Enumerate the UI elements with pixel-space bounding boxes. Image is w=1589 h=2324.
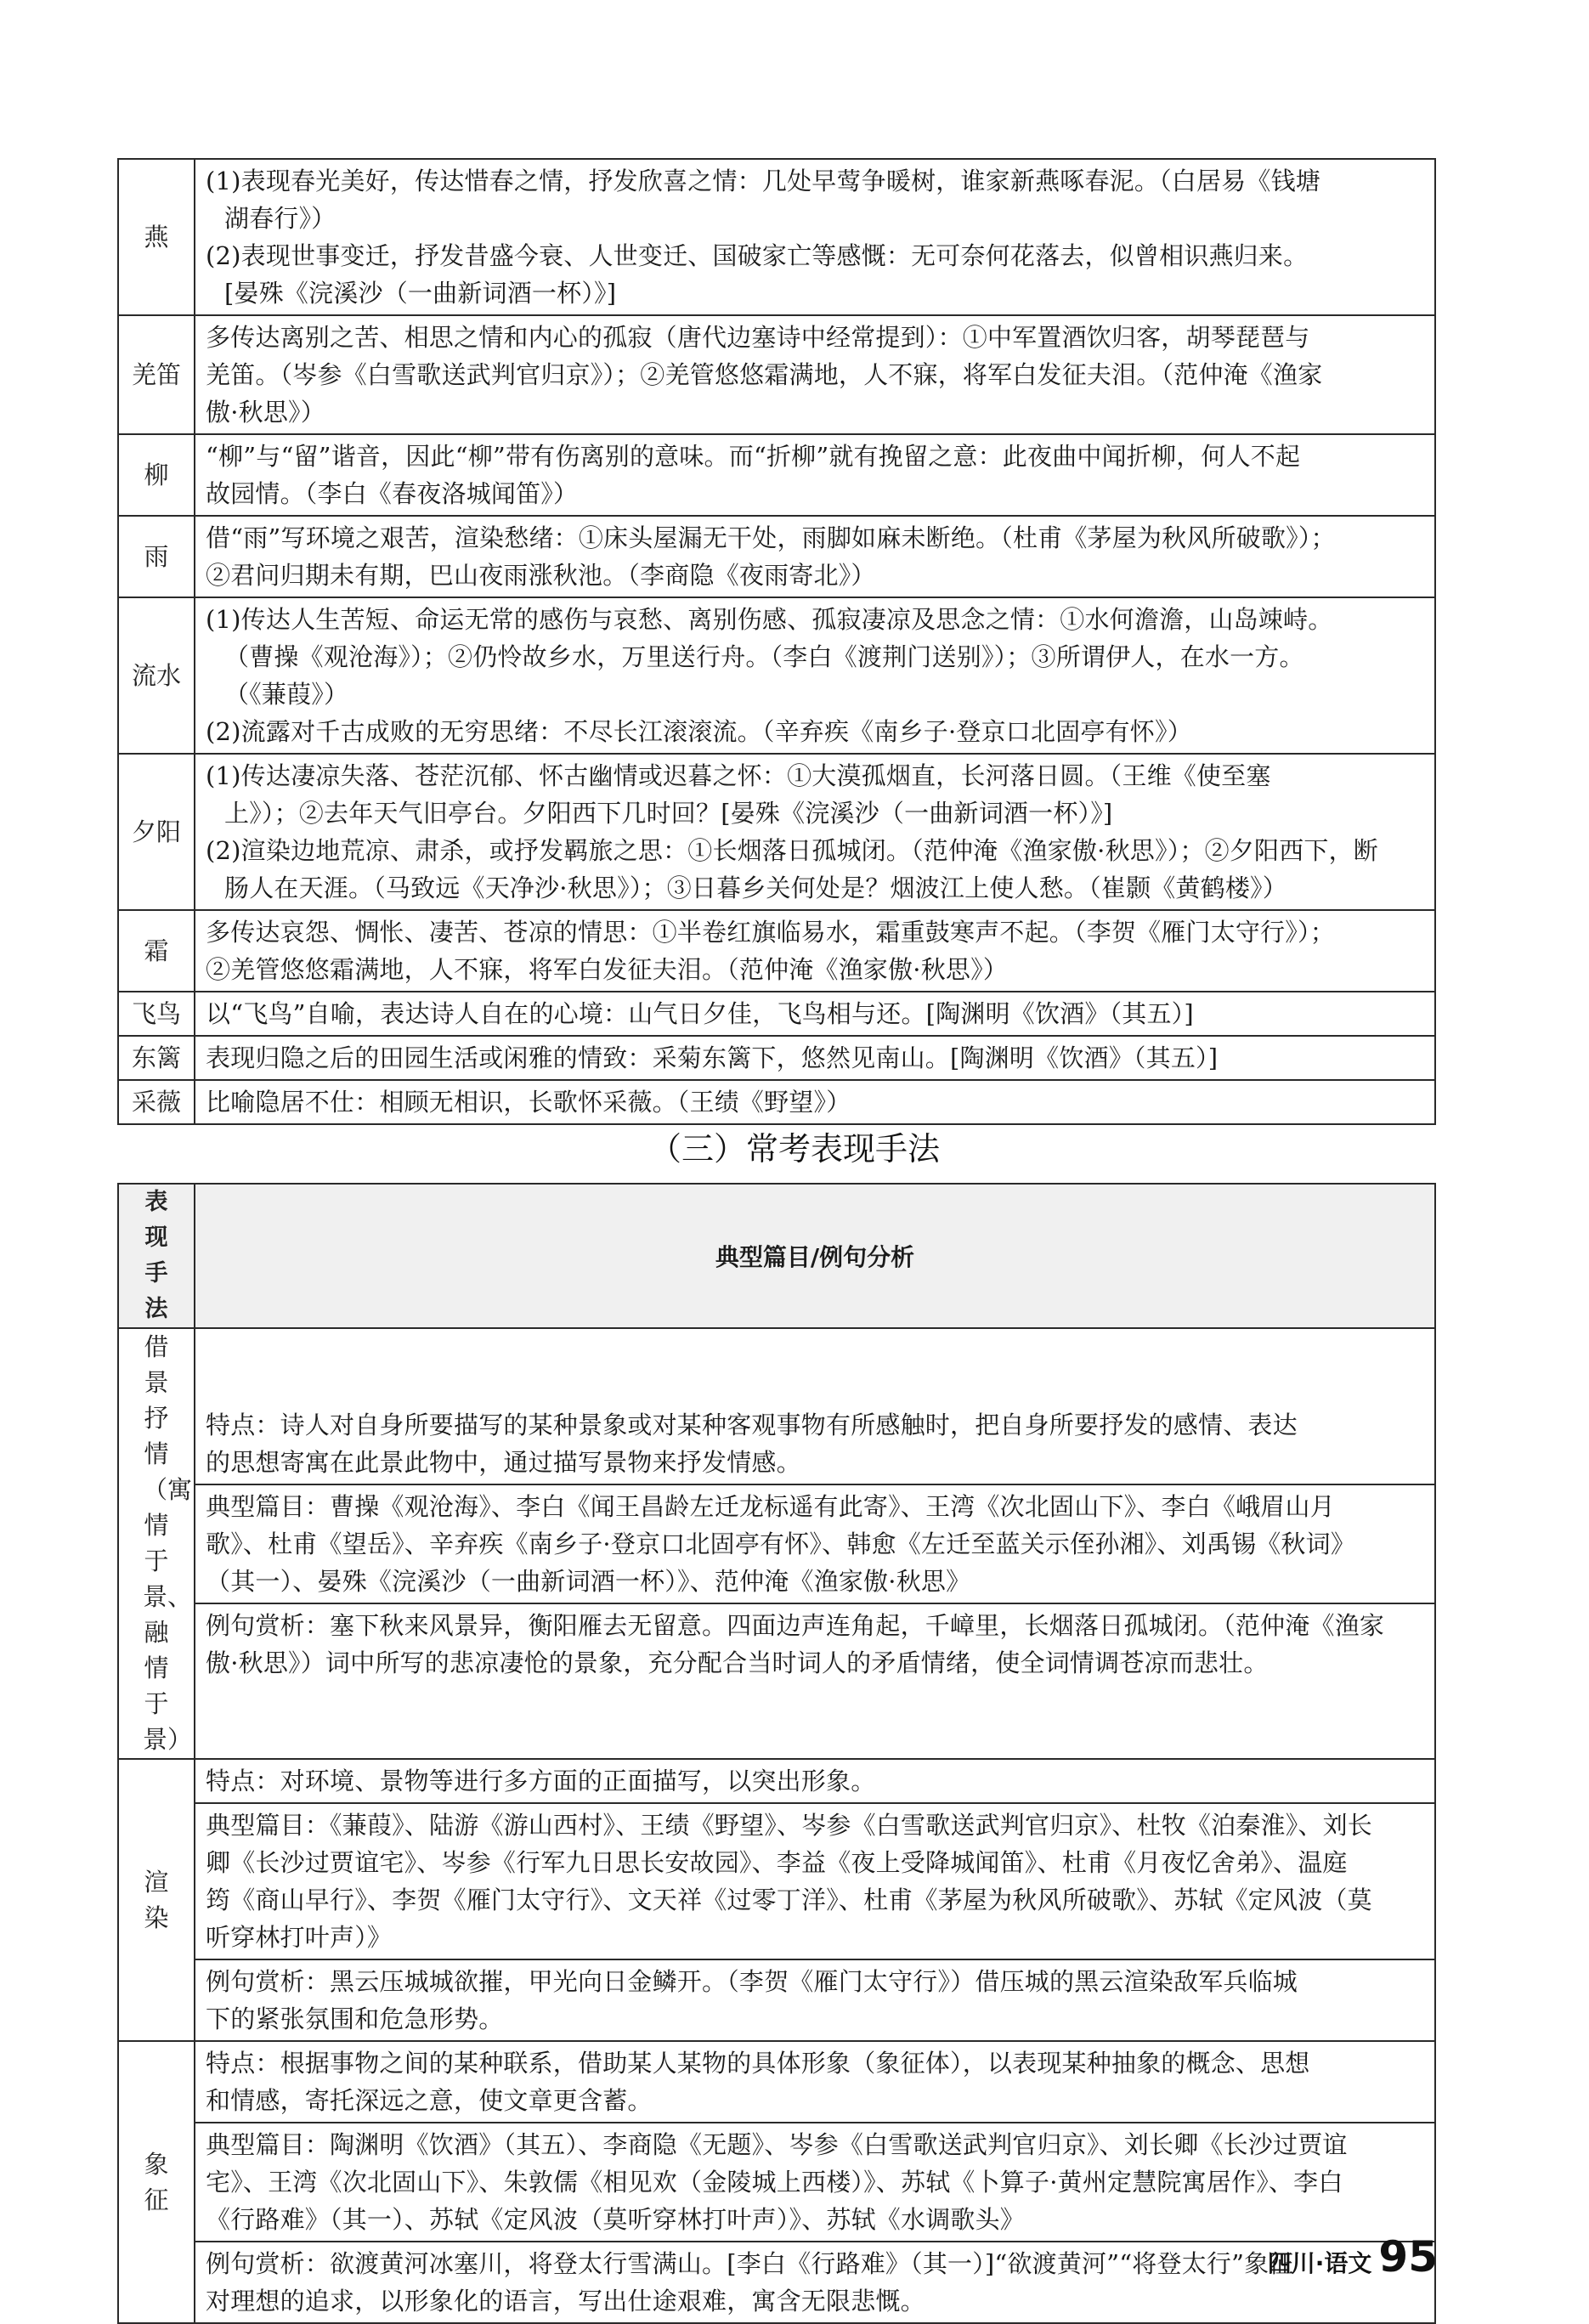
technique-row xyxy=(118,1759,1435,2041)
imagery-description xyxy=(195,516,1435,597)
imagery-row xyxy=(118,992,1435,1036)
technique-key xyxy=(118,1759,195,2041)
imagery-key: 飞鸟 xyxy=(118,992,195,1036)
text-line: 典型篇目：《蒹葭》、陆游《游山西村》、王绩《野望》、岑参《白雪歌送武判官归京》、杜牧《泊秦淮》、刘长 xyxy=(206,1811,1373,1840)
header-analysis: 典型篇目/例句分析 xyxy=(195,1184,1435,1328)
imagery-row xyxy=(118,597,1435,754)
imagery-description xyxy=(195,910,1435,992)
text-line: 下的紧张氛围和危急形势。 xyxy=(206,2005,504,2033)
technique-key-text: 借景抒情（寓情于景、融情于景） xyxy=(143,1332,193,1754)
text-line: (2)表现世事变迁，抒发昔盛今衰、人世变迁、国破家亡等感慨：无可奈何花落去，似曾相识燕归来。 xyxy=(206,241,1309,270)
imagery-key: 夕阳 xyxy=(118,754,195,910)
imagery-description xyxy=(195,597,1435,754)
imagery-key: 采薇 xyxy=(118,1080,195,1124)
text-line: 典型篇目：陶渊明《饮酒》（其五）、李商隐《无题》、岑参《白雪歌送武判官归京》、刘长卿《长沙过贾谊 xyxy=(206,2130,1348,2159)
text-line: 上》）；②去年天气旧亭台。夕阳西下几时回？[晏殊《浣溪沙（一曲新词酒一杯）》] xyxy=(224,799,1113,828)
text-line: 表现归隐之后的田园生活或闲雅的情致：采菊东篱下，悠然见南山。[陶渊明《饮酒》（其五）] xyxy=(206,1043,1219,1072)
text-line: 多传达哀怨、惆怅、凄苦、苍凉的情思：①半卷红旗临易水，霜重鼓寒声不起。（李贺《雁门太守行》）； xyxy=(206,918,1335,947)
text-line: （其一）、晏殊《浣溪沙（一曲新词酒一杯）》、范仲淹《渔家傲·秋思》 xyxy=(206,1566,971,1596)
techniques-header-row xyxy=(118,1184,1435,1328)
technique-content xyxy=(195,2041,1435,2323)
page-footer xyxy=(1268,2233,1438,2281)
text-line: 特点：诗人对自身所要描写的某种景象或对某种客观事物有所感触时，把自身所要抒发的感情、表达 xyxy=(206,1410,1298,1439)
text-line: 多传达离别之苦、相思之情和内心的孤寂（唐代边塞诗中经常提到）：①中军置酒饮归客，胡琴琵琶与 xyxy=(206,323,1310,352)
text-line: (1)传达人生苦短、命运无常的感伤与哀愁、离别伤感、孤寂凄凉及思念之情：①水何澹澹，山岛竦峙。 xyxy=(206,605,1333,634)
text-line: 例句赏析：黑云压城城欲摧，甲光向日金鳞开。（李贺《雁门太守行》）借压城的黑云渲染敌军兵临城 xyxy=(206,1967,1298,1996)
text-line: (1)表现春光美好，传达惜春之情，抒发欣喜之情：几处早莺争暖树，谁家新燕啄春泥。（白居易《钱塘 xyxy=(206,167,1320,195)
technique-content xyxy=(195,1328,1435,1759)
text-line: 卿《长沙过贾谊宅》、岑参《行军九日思长安故园》、李益《夜上受降城闻笛》、杜甫《月夜忆舍弟》、温庭 xyxy=(206,1848,1348,1877)
technique-block xyxy=(195,1959,1434,2040)
technique-block xyxy=(195,1760,1434,1802)
imagery-row xyxy=(118,159,1435,315)
text-line: 湖春行》） xyxy=(224,204,336,233)
technique-row xyxy=(118,1328,1435,1759)
text-line: 典型篇目：曹操《观沧海》、李白《闻王昌龄左迁龙标遥有此寄》、王湾《次北固山下》、李白《峨眉山月 xyxy=(206,1491,1335,1521)
text-line: “柳”与“留”谐音，因此“柳”带有伤离别的意味。而“折柳”就有挽留之意：此夜曲中闻折柳，何人不起 xyxy=(206,442,1301,471)
technique-row xyxy=(118,2041,1435,2323)
imagery-description xyxy=(195,434,1435,516)
text-line: 听穿林打叶声）》 xyxy=(206,1923,393,1952)
text-line: 歌》、杜甫《望岳》、辛弃疾《南乡子·登京口北固亭有怀》、韩愈《左迁至蓝关示侄孙湘》、刘禹锡《秋词》 xyxy=(206,1529,1356,1558)
imagery-description xyxy=(195,754,1435,910)
text-line: ②羌管悠悠霜满地，人不寐，将军白发征夫泪。（范仲淹《渔家傲·秋思》） xyxy=(206,955,1009,984)
imagery-key: 柳 xyxy=(118,434,195,516)
imagery-key: 东篱 xyxy=(118,1036,195,1080)
imagery-key: 羌笛 xyxy=(118,315,195,434)
text-line: [晏殊《浣溪沙（一曲新词酒一杯）》] xyxy=(224,279,617,308)
technique-block xyxy=(195,2122,1434,2241)
technique-key xyxy=(118,1328,195,1759)
text-line: 比喻隐居不仕：相顾无相识，长歌怀采薇。（王绩《野望》） xyxy=(206,1088,851,1117)
text-line: 特点：根据事物之间的某种联系，借助某人某物的具体形象（象征体），以表现某种抽象的概念、思想 xyxy=(206,2049,1310,2078)
imagery-description xyxy=(195,1080,1435,1124)
text-line: 肠人在天涯。（马致远《天净沙·秋思》）；③日暮乡关何处是？烟波江上使人愁。（崔颢《黄鹤楼》） xyxy=(224,874,1287,902)
imagery-key: 霜 xyxy=(118,910,195,992)
imagery-key: 燕 xyxy=(118,159,195,315)
technique-content xyxy=(195,1759,1435,2041)
imagery-row xyxy=(118,434,1435,516)
imagery-key: 雨 xyxy=(118,516,195,597)
imagery-description xyxy=(195,1036,1435,1080)
header-technique: 表现手法 xyxy=(118,1184,195,1328)
text-line: 的思想寄寓在此景此物中，通过描写景物来抒发情感。 xyxy=(206,1447,801,1477)
technique-block xyxy=(195,2241,1434,2322)
technique-block xyxy=(195,1404,1434,1484)
text-line: ②君问归期未有期，巴山夜雨涨秋池。（李商隐《夜雨寄北》） xyxy=(206,561,876,590)
imagery-row xyxy=(118,516,1435,597)
imagery-description xyxy=(195,992,1435,1036)
text-line: 例句赏析：塞下秋来风景异，衡阳雁去无留意。四面边声连角起，千嶂里，长烟落日孤城闭。（范仲淹《渔家 xyxy=(206,1610,1385,1640)
text-line: 故园情。（李白《春夜洛城闻笛》） xyxy=(206,479,579,508)
technique-key xyxy=(118,2041,195,2323)
text-line: 傲·秋思》） xyxy=(206,398,325,427)
text-line: （《蒹葭》） xyxy=(224,680,349,709)
imagery-row xyxy=(118,754,1435,910)
technique-block xyxy=(195,1484,1434,1603)
footer-label: 四川·语文 xyxy=(1267,2249,1372,2277)
text-line: 宅》、王湾《次北固山下》、朱敦儒《相见欢（金陵城上西楼）》、苏轼《卜算子·黄州定慧院寓居作》、李白 xyxy=(206,2168,1343,2197)
techniques-table xyxy=(117,1183,1436,2324)
text-line: 对理想的追求，以形象化的语言，写出仕途艰难，寓含无限悲慨。 xyxy=(206,2287,925,2316)
technique-key-text: 渲染 xyxy=(144,1867,169,1932)
section-title: （三）常考表现手法 xyxy=(648,1130,940,1168)
text-line: 借“雨”写环境之艰苦，渲染愁绪：①床头屋漏无干处，雨脚如麻未断绝。（杜甫《茅屋为秋风所破歌》）； xyxy=(206,523,1336,552)
imagery-description xyxy=(195,315,1435,434)
imagery-row xyxy=(118,910,1435,992)
page-number: 95 xyxy=(1378,2232,1438,2282)
text-line: (2)渲染边地荒凉、肃杀，或抒发羁旅之思：①长烟落日孤城闭。（范仲淹《渔家傲·秋思》）；②夕阳西下，断 xyxy=(206,836,1378,865)
imagery-row xyxy=(118,1080,1435,1124)
text-line: 以“飞鸟”自喻，表达诗人自在的心境：山气日夕佳，飞鸟相与还。[陶渊明《饮酒》（其五）] xyxy=(206,999,1194,1028)
imagery-key: 流水 xyxy=(118,597,195,754)
imagery-row xyxy=(118,1036,1435,1080)
imagery-row xyxy=(118,315,1435,434)
text-line: （曹操《观沧海》）；②仍怜故乡水，万里送行舟。（李白《渡荆门送别》）；③所谓伊人，在水一方。 xyxy=(224,642,1304,671)
text-line: 筠《商山早行》、李贺《雁门太守行》、文天祥《过零丁洋》、杜甫《茅屋为秋风所破歌》、苏轼《定风波（莫 xyxy=(206,1886,1372,1914)
text-line: 傲·秋思》）词中所写的悲凉凄怆的景象，充分配合当时词人的矛盾情绪，使全词情调苍凉而悲壮。 xyxy=(206,1648,1269,1677)
technique-key-text: 象征 xyxy=(144,2149,169,2214)
text-line: 特点：对环境、景物等进行多方面的正面描写，以突出形象。 xyxy=(206,1767,876,1795)
technique-block xyxy=(195,2042,1434,2122)
technique-block xyxy=(195,1802,1434,1959)
imagery-table xyxy=(117,158,1436,1125)
text-line: (1)传达凄凉失落、苍茫沉郁、怀古幽情或迟暮之怀：①大漠孤烟直，长河落日圆。（王维《使至塞 xyxy=(206,761,1271,790)
text-line: 例句赏析：欲渡黄河冰塞川，将登太行雪满山。[李白《行路难》（其一）]“欲渡黄河”“将登太行”象征 xyxy=(206,2249,1294,2278)
text-line: 《行路难》（其一）、苏轼《定风波（莫听穿林打叶声）》、苏轼《水调歌头》 xyxy=(206,2205,1026,2234)
text-line: 和情感，寄托深远之意，使文章更含蓄。 xyxy=(206,2086,653,2115)
text-line: (2)流露对千古成败的无穷思绪：不尽长江滚滚流。（辛弃疾《南乡子·登京口北固亭有怀》） xyxy=(206,717,1192,746)
imagery-description xyxy=(195,159,1435,315)
text-line: 羌笛。（岑参《白雪歌送武判官归京》）；②羌管悠悠霜满地，人不寐，将军白发征夫泪。（范仲淹《渔家 xyxy=(206,360,1323,389)
technique-block xyxy=(195,1603,1434,1684)
